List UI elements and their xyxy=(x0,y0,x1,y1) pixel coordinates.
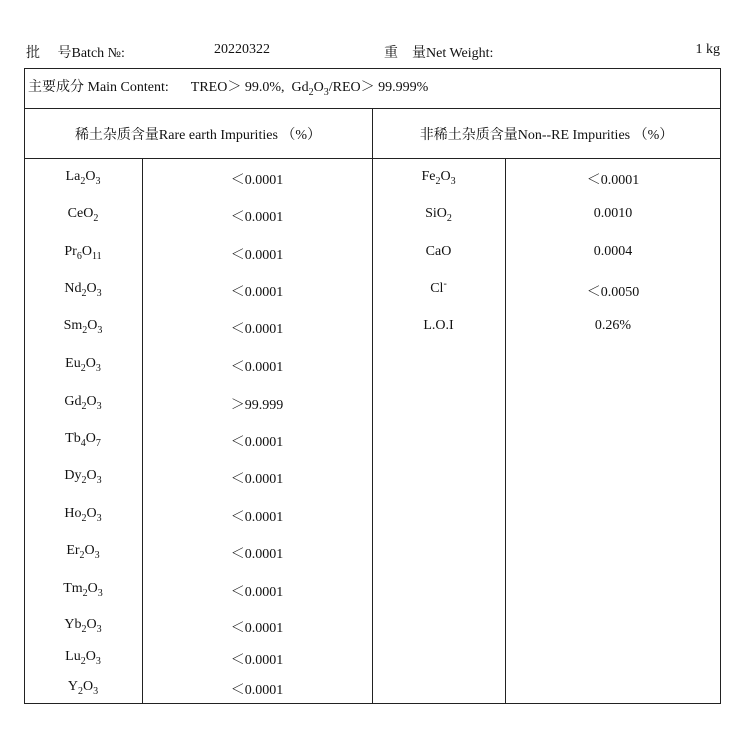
impurities-table xyxy=(24,68,721,704)
rare-earth-value: ＜0.0001 xyxy=(230,360,284,375)
rare-earth-compound: $Er_2O_3$ xyxy=(66,543,100,561)
table-right-border xyxy=(720,68,721,704)
rare-earth-compound: $Ho_2O_3$ xyxy=(64,506,102,524)
non-re-value: ＜0.0050 xyxy=(586,285,640,300)
non-re-compound: $Fe_2O_3$ xyxy=(421,169,456,187)
rare-earth-value: ＜0.0001 xyxy=(230,322,284,337)
batch-value: 20220322 xyxy=(214,42,270,57)
treo-value: TREO＞ 99.0%, xyxy=(190,80,285,95)
rare-earth-compound: $Yb_2O_3$ xyxy=(64,617,102,635)
non-re-compound: L.O.I xyxy=(423,318,454,333)
non-re-value: 0.0010 xyxy=(593,206,633,221)
rare-earth-compound: $Tb_4O_7$ xyxy=(65,431,101,449)
rare-earth-compound: CeO$_2$ xyxy=(67,206,99,224)
rare-earth-value: ＜0.0001 xyxy=(230,435,284,450)
rare-earth-value: ＜0.0001 xyxy=(230,210,284,225)
rare-earth-value: ＜0.0001 xyxy=(230,472,284,487)
rare-earth-value: ＜0.0001 xyxy=(230,621,284,636)
rare-earth-value: ＜0.0001 xyxy=(230,173,284,188)
rare-earth-value: ＜0.0001 xyxy=(230,248,284,263)
rare-earth-compound: $Tm_2O_3$ xyxy=(63,581,103,599)
main-content xyxy=(28,76,428,96)
rare-earth-compound: $Sm_2O_3$ xyxy=(63,318,103,336)
rare-earth-value: ＞99.999 xyxy=(230,398,284,413)
rare-earth-compound: $Eu_2O_3$ xyxy=(65,356,101,374)
non-re-compound: Cl- xyxy=(430,278,447,296)
table-top-border xyxy=(24,68,721,69)
main-content-label: 主要成分 Main Content: xyxy=(28,80,169,95)
rare-earth-value: ＜0.0001 xyxy=(230,285,284,300)
rare-earth-compound: $La_2O_3$ xyxy=(65,169,101,187)
non-re-compound: SiO$_2$ xyxy=(425,206,452,224)
rare-earth-value: ＜0.0001 xyxy=(230,547,284,562)
batch-label: 批 号Batch №: xyxy=(26,46,125,61)
net-weight-label: 重 量Net Weight: xyxy=(384,46,494,61)
non-re-value: 0.26% xyxy=(594,318,632,333)
rare-earth-compound: $Nd_2O_3$ xyxy=(64,281,102,299)
rare-earth-value: ＜0.0001 xyxy=(230,683,284,698)
non-re-impurities-title: 非稀土杂质含量Non--RE Impurities （%） xyxy=(419,128,674,143)
rare-earth-compound: $Y_2O_3$ xyxy=(67,679,99,697)
rare-earth-impurities-title: 稀土杂质含量Rare earth Impurities （%） xyxy=(74,128,322,143)
rare-earth-value: ＜0.0001 xyxy=(230,585,284,600)
rare-earth-compound: $Pr_6O_{11}$ xyxy=(64,244,102,262)
net-weight-value: 1 kg xyxy=(695,42,720,57)
rare-earth-value: ＜0.0001 xyxy=(230,510,284,525)
rare-earth-value: ＜0.0001 xyxy=(230,653,284,668)
table-left-border xyxy=(24,68,25,704)
non-re-value: 0.0004 xyxy=(593,244,633,259)
non-re-value: ＜0.0001 xyxy=(586,173,640,188)
gd-purity: $Gd_2O_3/REO> 99.999\%$ xyxy=(291,80,429,98)
rare-earth-compound: $Gd_2O_3$ xyxy=(64,394,102,412)
non-re-compound: CaO xyxy=(425,244,452,259)
rare-earth-compound: $Lu_2O_3$ xyxy=(65,649,101,667)
header-line xyxy=(26,38,722,62)
rare-earth-compound: $Dy_2O_3$ xyxy=(64,468,102,486)
section-divider xyxy=(372,108,373,704)
nonre-column-divider xyxy=(505,158,506,704)
